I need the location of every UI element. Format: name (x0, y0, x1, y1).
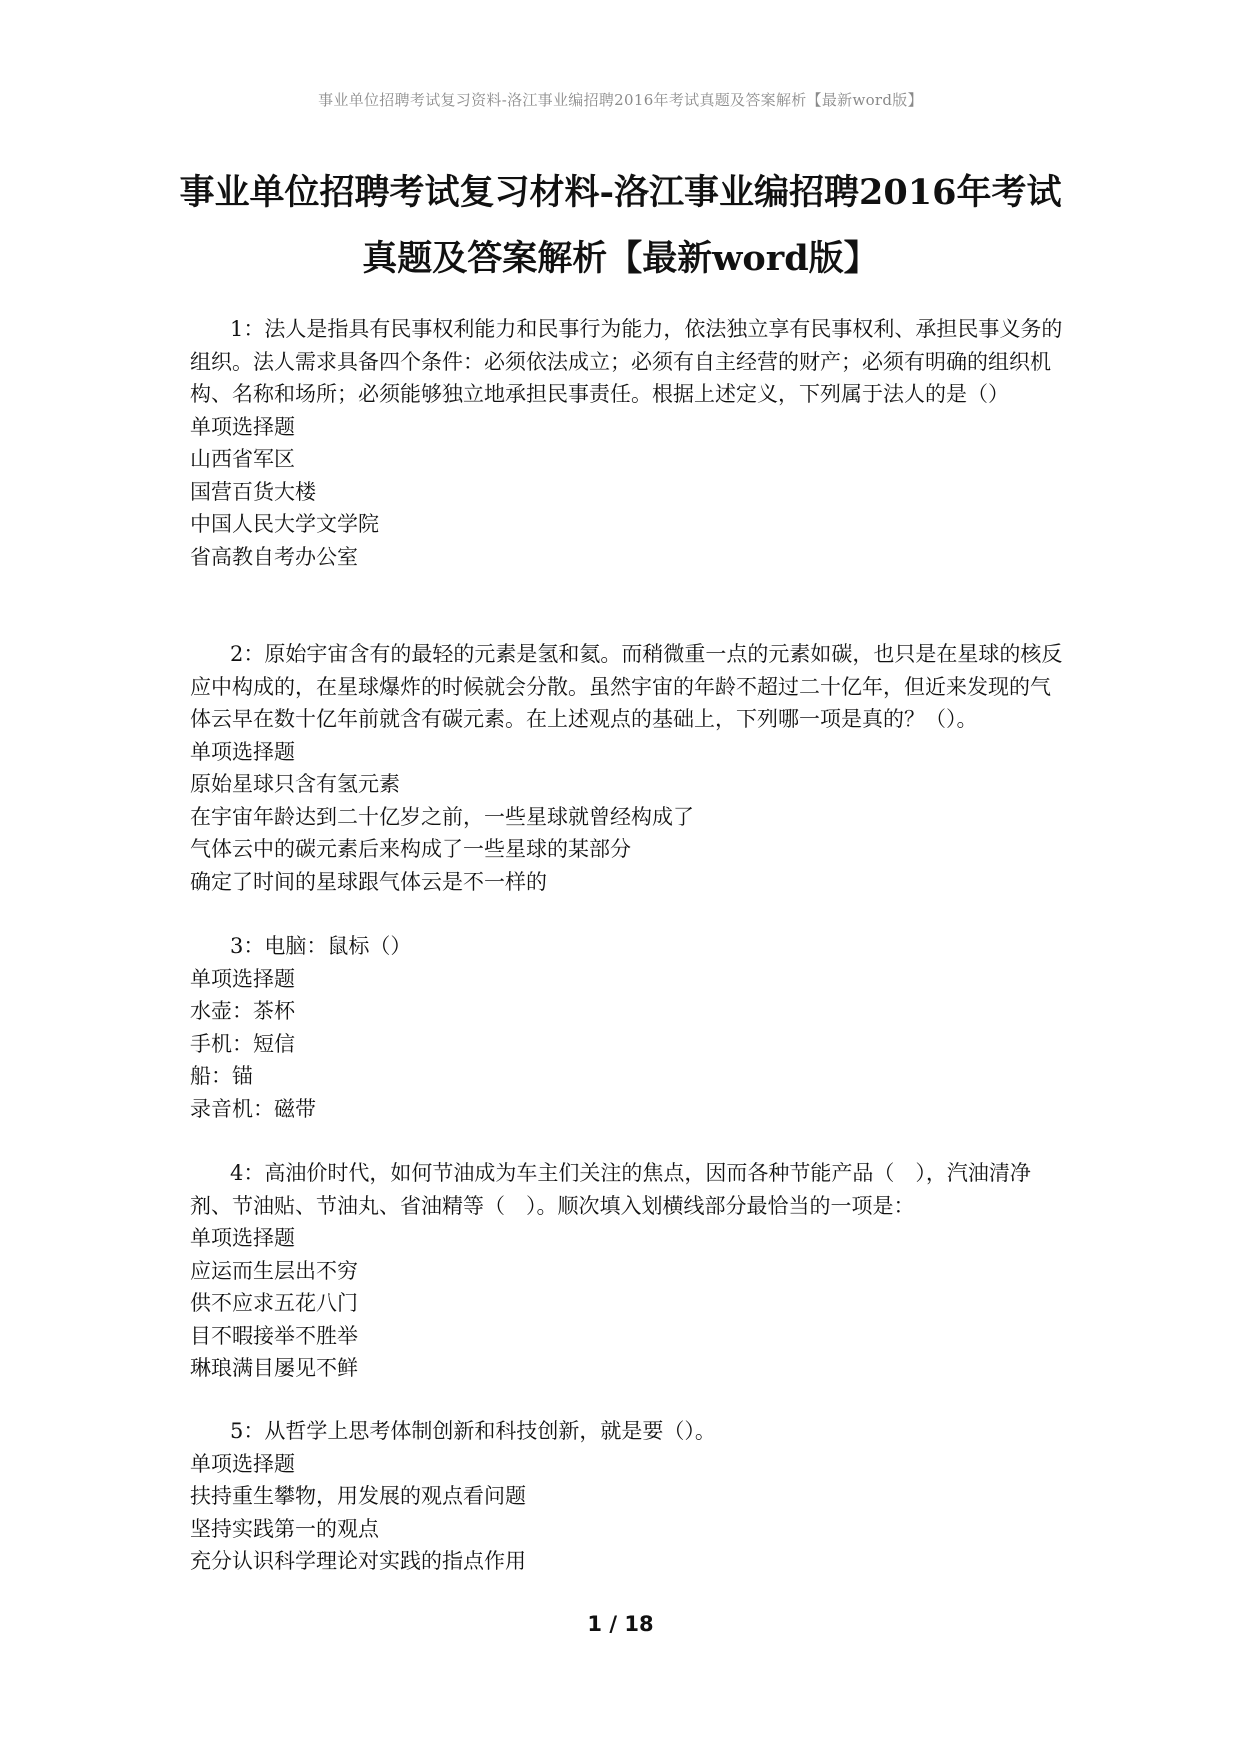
option: 确定了时间的星球跟气体云是不一样的 (190, 869, 547, 894)
option: 在宇宙年龄达到二十亿岁之前，一些星球就曾经构成了 (190, 804, 694, 829)
question-1 (190, 313, 1070, 573)
question-type: 单项选择题 (190, 1451, 295, 1476)
option: 山西省军区 (190, 447, 295, 471)
option: 应运而生层出不穷 (190, 1258, 358, 1283)
running-header: 事业单位招聘考试复习资料-洛江事业编招聘2016年考试真题及答案解析【最新word版】 (318, 91, 923, 109)
option: 国营百货大楼 (190, 479, 316, 504)
option: 中国人民大学文学院 (190, 512, 379, 536)
document-title (120, 160, 1121, 292)
option: 录音机：磁带 (190, 1096, 316, 1121)
option: 扶持重生攀物，用发展的观点看问题 (190, 1484, 526, 1508)
question-5 (190, 1415, 1070, 1578)
option: 省高教自考办公室 (190, 544, 358, 569)
question-stem: 4：高油价时代，如何节油成为车主们关注的焦点，因而各种节能产品（ ），汽油清净剂、节油贴、节油丸、省油精等（ ）。顺次填入划横线部分最恰当的一项是： (190, 1161, 1031, 1218)
question-type: 单项选择题 (190, 414, 295, 439)
page-number: 1 / 18 (587, 1612, 654, 1636)
option: 琳琅满目屡见不鲜 (190, 1356, 358, 1380)
option: 气体云中的碳元素后来构成了一些星球的某部分 (190, 837, 631, 861)
question-3 (190, 930, 1070, 1125)
question-type: 单项选择题 (190, 966, 295, 991)
option: 手机：短信 (190, 1031, 295, 1056)
document-title-line-2: 真题及答案解析【最新word版】 (362, 238, 879, 279)
document-title-line-1: 事业单位招聘考试复习材料-洛江事业编招聘2016年考试 (179, 172, 1062, 213)
question-type: 单项选择题 (190, 1226, 295, 1250)
option: 供不应求五花八门 (190, 1291, 358, 1315)
option: 充分认识科学理论对实践的指点作用 (190, 1549, 526, 1573)
question-4 (190, 1157, 1070, 1385)
question-stem: 1：法人是指具有民事权利能力和民事行为能力，依法独立享有民事权利、承担民事义务的组织。法人需求具备四个条件：必须依法成立；必须有自主经营的财产；必须有明确的组织机构、名称和场所；必须能够独立地承担民事责任。根据上述定义，下列属于法人的是（） (190, 317, 1063, 406)
question-stem: 2：原始宇宙含有的最轻的元素是氢和氦。而稍微重一点的元素如碳，也只是在星球的核反应中构成的，在星球爆炸的时候就会分散。虽然宇宙的年龄不超过二十亿年，但近来发现的气体云早在数十亿年前就含有碳元素。在上述观点的基础上，下列哪一项是真的？（）。 (190, 642, 1063, 731)
option: 坚持实践第一的观点 (190, 1516, 379, 1541)
option: 原始星球只含有氢元素 (190, 772, 400, 796)
question-stem: 5：从哲学上思考体制创新和科技创新，就是要（）。 (230, 1419, 716, 1443)
question-type: 单项选择题 (190, 739, 295, 764)
question-stem: 3：电脑：鼠标（） (230, 934, 412, 958)
option: 水壶：茶杯 (190, 999, 295, 1023)
question-2 (190, 638, 1070, 898)
option: 船：锚 (190, 1064, 253, 1088)
option: 目不暇接举不胜举 (190, 1323, 358, 1348)
